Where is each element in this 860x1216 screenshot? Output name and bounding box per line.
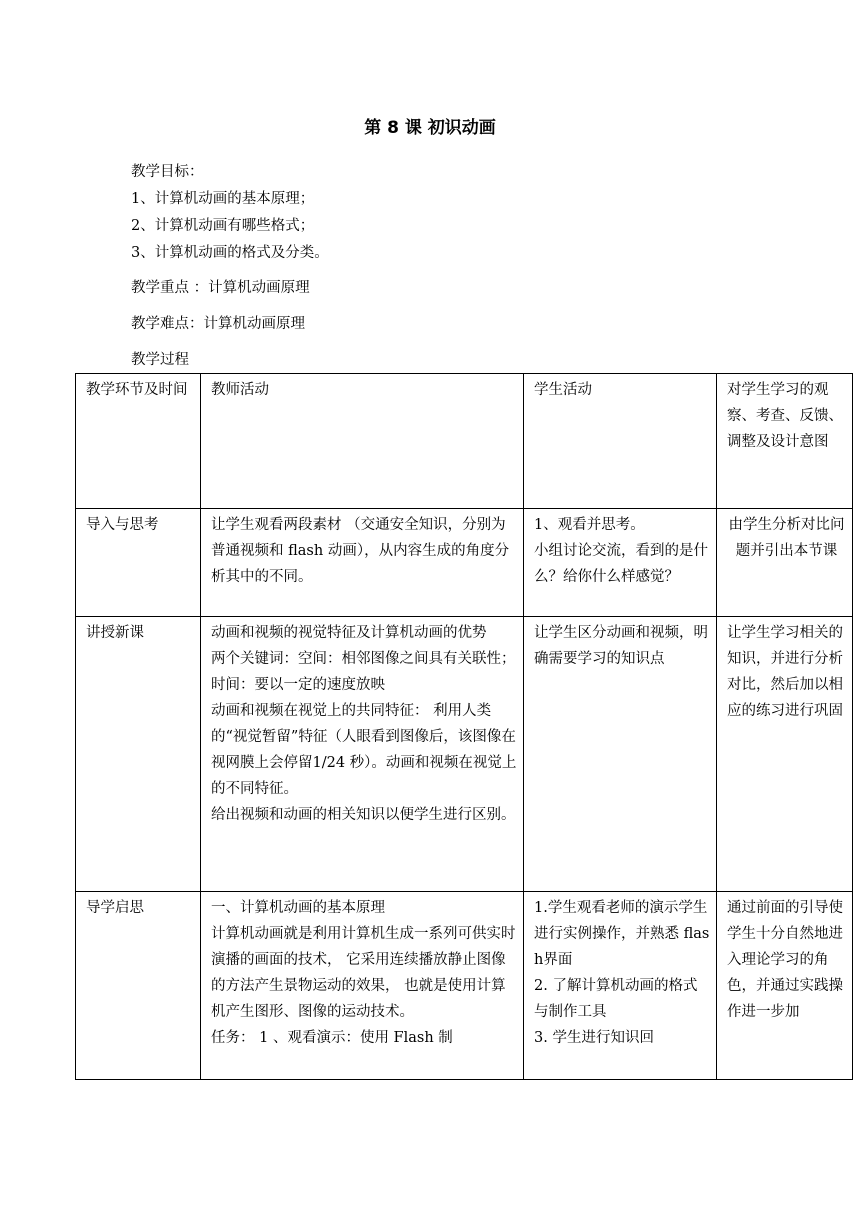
table-row [76, 892, 853, 1080]
objective-item: 1、计算机动画的基本原理； [131, 191, 315, 207]
teacher-text: 动画和视频在视觉上的共同特征： 利用人类的“视觉暂留”特征（人眼看到图像后，该图像在视网膜上会停留1/24 秒）。动画和视频在视觉上的不同特征。 [211, 703, 517, 797]
objective-item: 2、计算机动画有哪些格式； [131, 218, 315, 234]
student-text: 3. 学生进行知识回 [534, 1030, 654, 1046]
feedback-text: 让学生学习相关的知识，并进行分析对比，然后加以相应的练习进行巩固 [727, 625, 843, 719]
student-text: 小组讨论交流，看到的是什么？给你什么样感觉？ [534, 543, 708, 585]
header-cell-teacher: 教师活动 [201, 374, 524, 509]
stage-cell: 讲授新课 [76, 617, 201, 892]
feedback-cell [717, 892, 853, 1080]
difficulty: 教学难点：计算机动画原理 [131, 316, 305, 332]
student-text: 1.学生观看老师的演示学生进行实例操作，并熟悉 flash界面 [534, 900, 710, 968]
teacher-text: 两个关键词：空间：相邻图像之间具有关联性；时间：要以一定的速度放映 [211, 651, 516, 693]
student-text: 让学生区分动画和视频，明确需要学习的知识点 [534, 625, 708, 667]
feedback-text: 由学生分析对比问题并引出本节课 [728, 517, 845, 559]
teacher-text: 动画和视频的视觉特征及计算机动画的优势 [211, 625, 487, 641]
student-text: 2. 了解计算机动画的格式与制作工具 [534, 978, 698, 1020]
student-cell [524, 617, 717, 892]
process-label: 教学过程 [131, 352, 189, 368]
teacher-cell [201, 509, 524, 617]
feedback-cell [717, 509, 853, 617]
teacher-text: 让学生观看两段素材 （交通安全知识，分别为普通视频和 flash 动画），从内容生成的角度分析其中的不同。 [211, 517, 510, 585]
page-title: 第 8 课 初识动画 [364, 118, 496, 138]
student-cell [524, 892, 717, 1080]
table-row [76, 617, 853, 892]
lesson-table [75, 373, 853, 1080]
header-cell-feedback: 对学生学习的观察、考查、反馈、调整及设计意图 [717, 374, 853, 509]
feedback-cell [717, 617, 853, 892]
table-header-row [76, 374, 853, 509]
teacher-text: 任务： 1 、观看演示：使用 Flash 制 [211, 1030, 453, 1046]
feedback-text: 通过前面的引导使学生十分自然地进入理论学习的角色，并通过实践操作进一步加 [727, 900, 843, 1020]
objective-item: 3、计算机动画的格式及分类。 [131, 245, 329, 261]
header-cell-student: 学生活动 [524, 374, 717, 509]
teacher-text: 一、计算机动画的基本原理 [211, 900, 385, 916]
teacher-cell [201, 617, 524, 892]
objectives-label: 教学目标： [131, 164, 204, 180]
teacher-text: 计算机动画就是利用计算机生成一系列可供实时演播的画面的技术， 它采用连续播放静止图像的方法产生景物运动的效果， 也就是使用计算机产生图形、图像的运动技术。 [211, 926, 516, 1020]
header-cell-stage: 教学环节及时间 [76, 374, 201, 509]
stage-cell: 导入与思考 [76, 509, 201, 617]
student-text: 1、观看并思考。 [534, 517, 645, 533]
stage-cell: 导学启思 [76, 892, 201, 1080]
key-point: 教学重点 ：计算机动画原理 [131, 280, 310, 296]
student-cell [524, 509, 717, 617]
teacher-text: 给出视频和动画的相关知识以便学生进行区别。 [211, 807, 516, 823]
teacher-cell [201, 892, 524, 1080]
table-row [76, 509, 853, 617]
